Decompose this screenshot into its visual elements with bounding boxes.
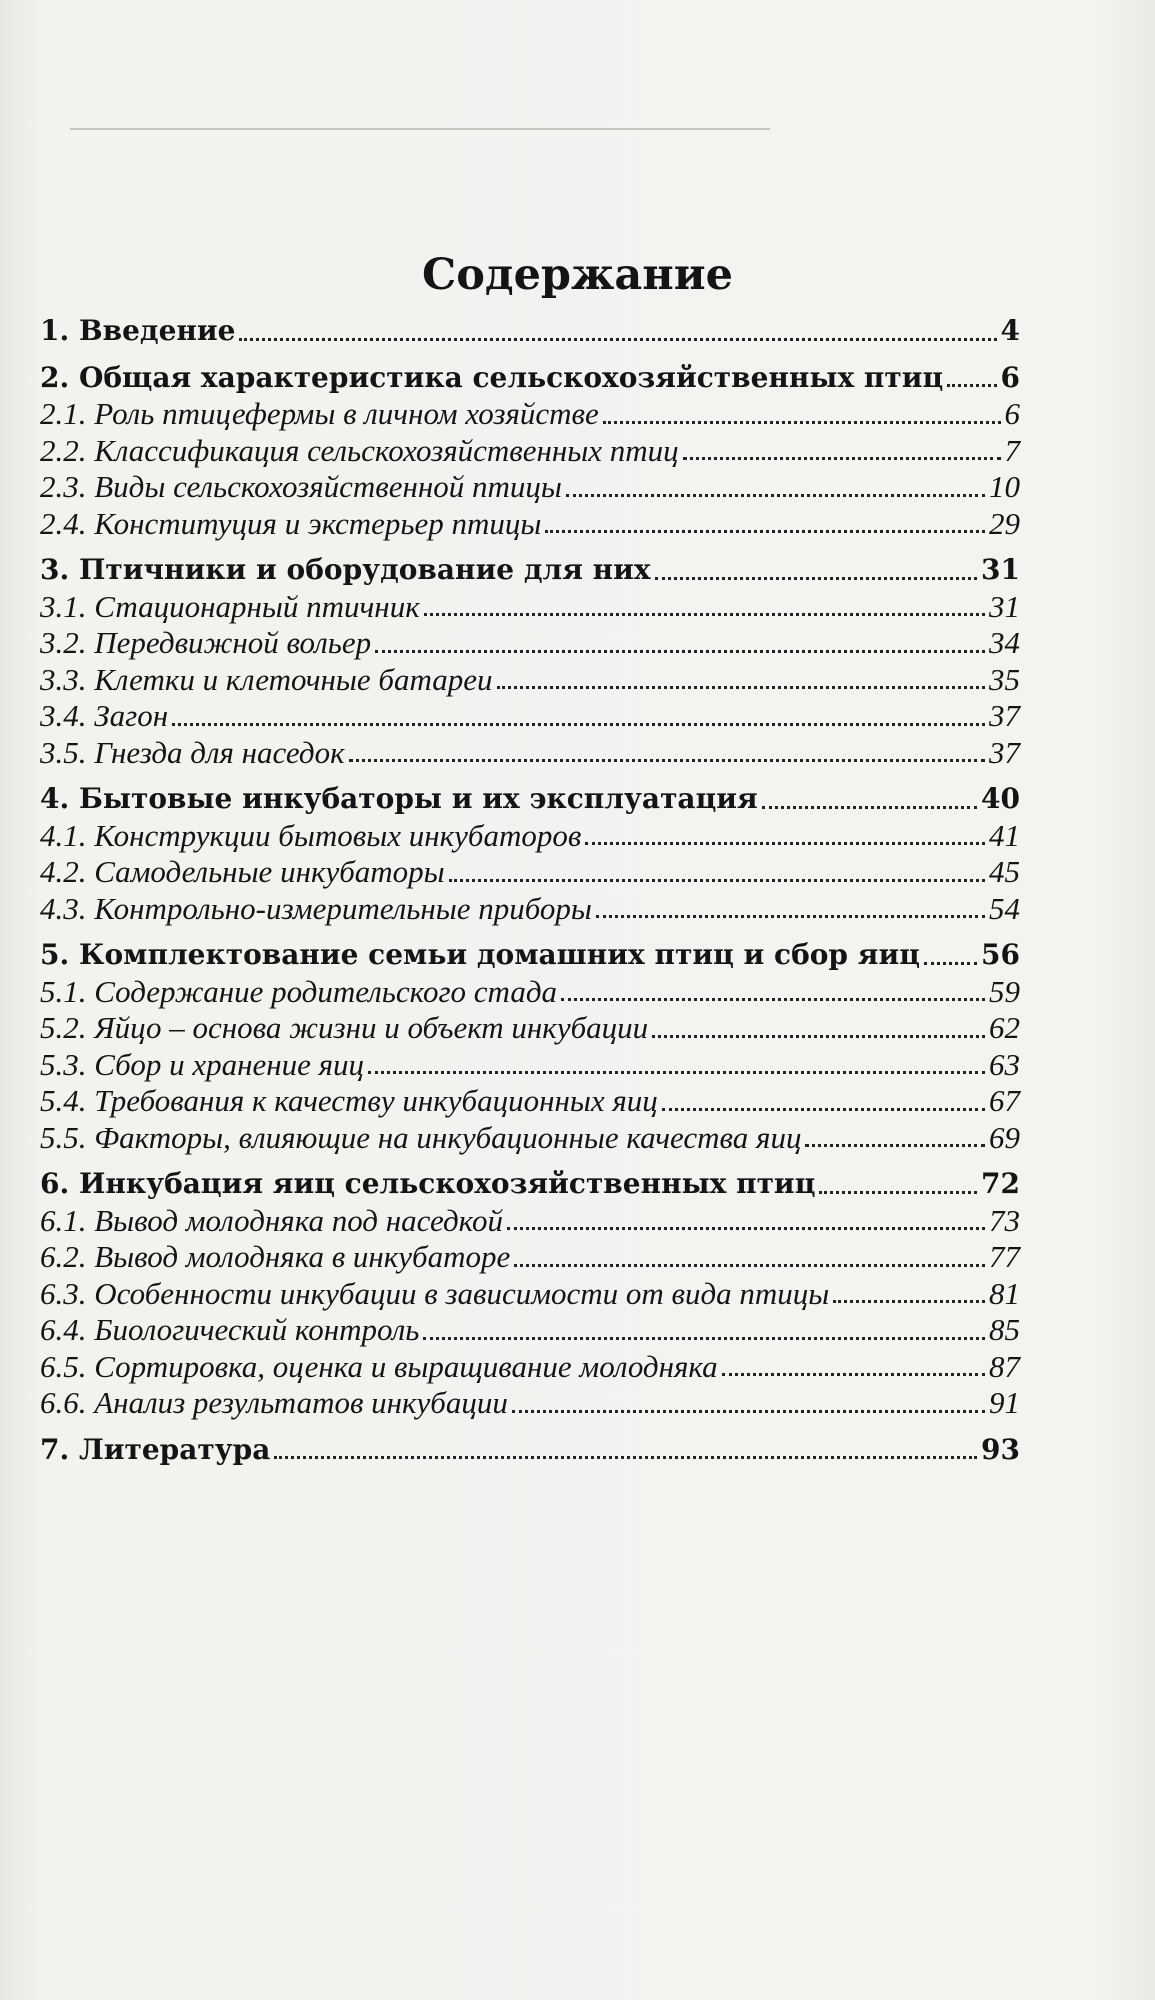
- page-number: 4: [1000, 314, 1020, 347]
- page-number: 29: [989, 505, 1020, 541]
- page-number: 31: [981, 553, 1020, 586]
- page-number: 54: [989, 890, 1020, 926]
- entry-title: 5.1. Содержание родительского стада: [40, 973, 557, 1009]
- dot-leader: [662, 1108, 985, 1111]
- entry-title: 2.3. Виды сельскохозяйственной птицы: [40, 469, 562, 504]
- page-title: Содержание: [422, 250, 733, 300]
- toc-subsection-entry: [40, 589, 1020, 626]
- dot-leader: [596, 915, 985, 918]
- toc-chapter-entry: [40, 781, 1020, 818]
- dot-leader: [947, 384, 996, 387]
- page-number: 85: [989, 1312, 1020, 1347]
- entry-title: 4.2. Самодельные инкубаторы: [40, 854, 445, 889]
- toc-chapter-entry: [40, 552, 1020, 589]
- entry-title: 2.4. Конституция и экстерьер птицы: [40, 505, 542, 541]
- page-number: 35: [989, 661, 1020, 697]
- dot-leader: [833, 1300, 985, 1303]
- page-number: 45: [989, 854, 1020, 889]
- toc-subsection-entry: [40, 662, 1020, 699]
- entry-title: 6. Инкубация яиц сельскохозяйственных птиц: [40, 1167, 816, 1200]
- toc-section: [40, 1166, 1020, 1422]
- page-number: 93: [981, 1432, 1020, 1466]
- page-number: 63: [989, 1046, 1020, 1082]
- page-number: 67: [989, 1083, 1020, 1118]
- toc-subsection-entry: [40, 506, 1020, 543]
- page-number: 40: [981, 782, 1020, 815]
- toc-subsection-entry: [40, 891, 1020, 928]
- entry-title: 3.5. Гнезда для наседок: [40, 734, 345, 770]
- entry-title: 2. Общая характеристика сельскохозяйственных птиц: [40, 360, 944, 394]
- dot-leader: [566, 494, 985, 497]
- toc-subsection-entry: [40, 625, 1020, 662]
- toc-chapter-entry: [40, 1432, 1020, 1469]
- page-number: 37: [989, 698, 1020, 733]
- dot-leader: [172, 723, 985, 726]
- toc-subsection-entry: [40, 1010, 1020, 1047]
- toc-subsection-entry: [40, 735, 1020, 772]
- dot-leader: [655, 577, 977, 580]
- dot-leader: [368, 1071, 985, 1074]
- dot-leader: [805, 1144, 985, 1147]
- toc-chapter-entry: [40, 937, 1020, 974]
- toc-subsection-entry: [40, 974, 1020, 1011]
- entry-title: 6.5. Сортировка, оценка и выращивание молодняка: [40, 1348, 718, 1384]
- entry-title: 5.4. Требования к качеству инкубационных яиц: [40, 1083, 658, 1118]
- toc-subsection-entry: [40, 1047, 1020, 1084]
- page-number: 91: [989, 1385, 1020, 1420]
- entry-title: 6.3. Особенности инкубации в зависимости от вида птицы: [40, 1275, 830, 1311]
- entry-title: 5.5. Факторы, влияющие на инкубационные качества яиц: [40, 1119, 802, 1155]
- toc-subsection-entry: [40, 1239, 1020, 1276]
- page-number: 87: [989, 1348, 1020, 1384]
- toc-subsection-entry: [40, 854, 1020, 891]
- page-number: 37: [989, 734, 1020, 770]
- page-number: 62: [989, 1010, 1020, 1045]
- entry-title: 3.4. Загон: [40, 698, 169, 733]
- page-number: 81: [989, 1275, 1020, 1311]
- page-number: 73: [989, 1202, 1020, 1238]
- dot-leader: [561, 998, 985, 1001]
- toc-subsection-entry: [40, 1349, 1020, 1386]
- entry-title: 6.6. Анализ результатов инкубации: [40, 1385, 508, 1420]
- dot-leader: [924, 962, 977, 965]
- toc-subsection-entry: [40, 1385, 1020, 1422]
- page-number: 10: [989, 469, 1020, 504]
- dot-leader: [497, 686, 986, 689]
- toc-subsection-entry: [40, 1312, 1020, 1349]
- table-of-contents: [40, 313, 1020, 1478]
- page-number: 41: [989, 817, 1020, 853]
- dot-leader: [545, 530, 985, 533]
- page-number: 59: [989, 973, 1020, 1009]
- toc-section: [40, 781, 1020, 927]
- toc-section: [40, 313, 1020, 350]
- toc-subsection-entry: [40, 1083, 1020, 1120]
- dot-leader: [349, 759, 985, 762]
- toc-subsection-entry: [40, 698, 1020, 735]
- header-rule: [70, 128, 770, 130]
- toc-subsection-entry: [40, 1203, 1020, 1240]
- entry-title: 4.1. Конструкции бытовых инкубаторов: [40, 817, 582, 853]
- dot-leader: [512, 1410, 985, 1413]
- toc-section: [40, 937, 1020, 1156]
- entry-title: 6.4. Биологический контроль: [40, 1312, 420, 1347]
- toc-subsection-entry: [40, 1276, 1020, 1313]
- entry-title: 3.3. Клетки и клеточные батареи: [40, 661, 493, 697]
- entry-title: 6.2. Вывод молодняка в инкубаторе: [40, 1239, 511, 1274]
- dot-leader: [683, 457, 1001, 460]
- toc-chapter-entry: [40, 1166, 1020, 1203]
- dot-leader: [652, 1035, 985, 1038]
- page-number: 6: [1000, 360, 1020, 394]
- page-number: 56: [981, 938, 1020, 971]
- dot-leader: [423, 1337, 985, 1340]
- entry-title: 1. Введение: [40, 314, 236, 347]
- toc-section: [40, 552, 1020, 771]
- toc-subsection-entry: [40, 433, 1020, 470]
- dot-leader: [603, 421, 1001, 424]
- dot-leader: [722, 1373, 985, 1376]
- entry-title: 6.1. Вывод молодняка под наседкой: [40, 1202, 503, 1238]
- dot-leader: [507, 1227, 985, 1230]
- entry-title: 4. Бытовые инкубаторы и их эксплуатация: [40, 782, 758, 815]
- dot-leader: [819, 1191, 977, 1194]
- page-number: 31: [989, 588, 1020, 624]
- entry-title: 2.1. Роль птицефермы в личном хозяйстве: [40, 396, 599, 431]
- entry-title: 5. Комплектование семьи домашних птиц и сбор яиц: [40, 938, 920, 971]
- dot-leader: [449, 879, 985, 882]
- entry-title: 3.2. Передвижной вольер: [40, 625, 372, 660]
- page-number: 72: [981, 1167, 1020, 1200]
- entry-title: 2.2. Классификация сельскохозяйственных птиц: [40, 432, 679, 468]
- toc-section: [40, 360, 1020, 543]
- entry-title: 5.3. Сбор и хранение яиц: [40, 1046, 365, 1082]
- entry-title: 4.3. Контрольно-измерительные приборы: [40, 890, 592, 926]
- dot-leader: [585, 842, 985, 845]
- toc-section: [40, 1432, 1020, 1469]
- dot-leader: [239, 338, 996, 341]
- dot-leader: [424, 613, 985, 616]
- toc-subsection-entry: [40, 818, 1020, 855]
- toc-subsection-entry: [40, 469, 1020, 506]
- dot-leader: [762, 806, 977, 809]
- entry-title: 3. Птичники и оборудование для них: [40, 553, 651, 586]
- dot-leader: [375, 650, 985, 653]
- entry-title: 5.2. Яйцо – основа жизни и объект инкубации: [40, 1010, 649, 1045]
- dot-leader: [514, 1264, 985, 1267]
- toc-chapter-entry: [40, 360, 1020, 397]
- page-number: 77: [989, 1239, 1020, 1274]
- page-number: 6: [1004, 396, 1020, 431]
- page-number: 34: [989, 625, 1020, 660]
- toc-chapter-entry: [40, 313, 1020, 350]
- page-number: 69: [989, 1119, 1020, 1155]
- page-number: 7: [1004, 432, 1020, 468]
- toc-subsection-entry: [40, 396, 1020, 433]
- entry-title: 7. Литература: [40, 1432, 271, 1466]
- toc-subsection-entry: [40, 1120, 1020, 1157]
- dot-leader: [274, 1456, 977, 1459]
- entry-title: 3.1. Стационарный птичник: [40, 588, 420, 624]
